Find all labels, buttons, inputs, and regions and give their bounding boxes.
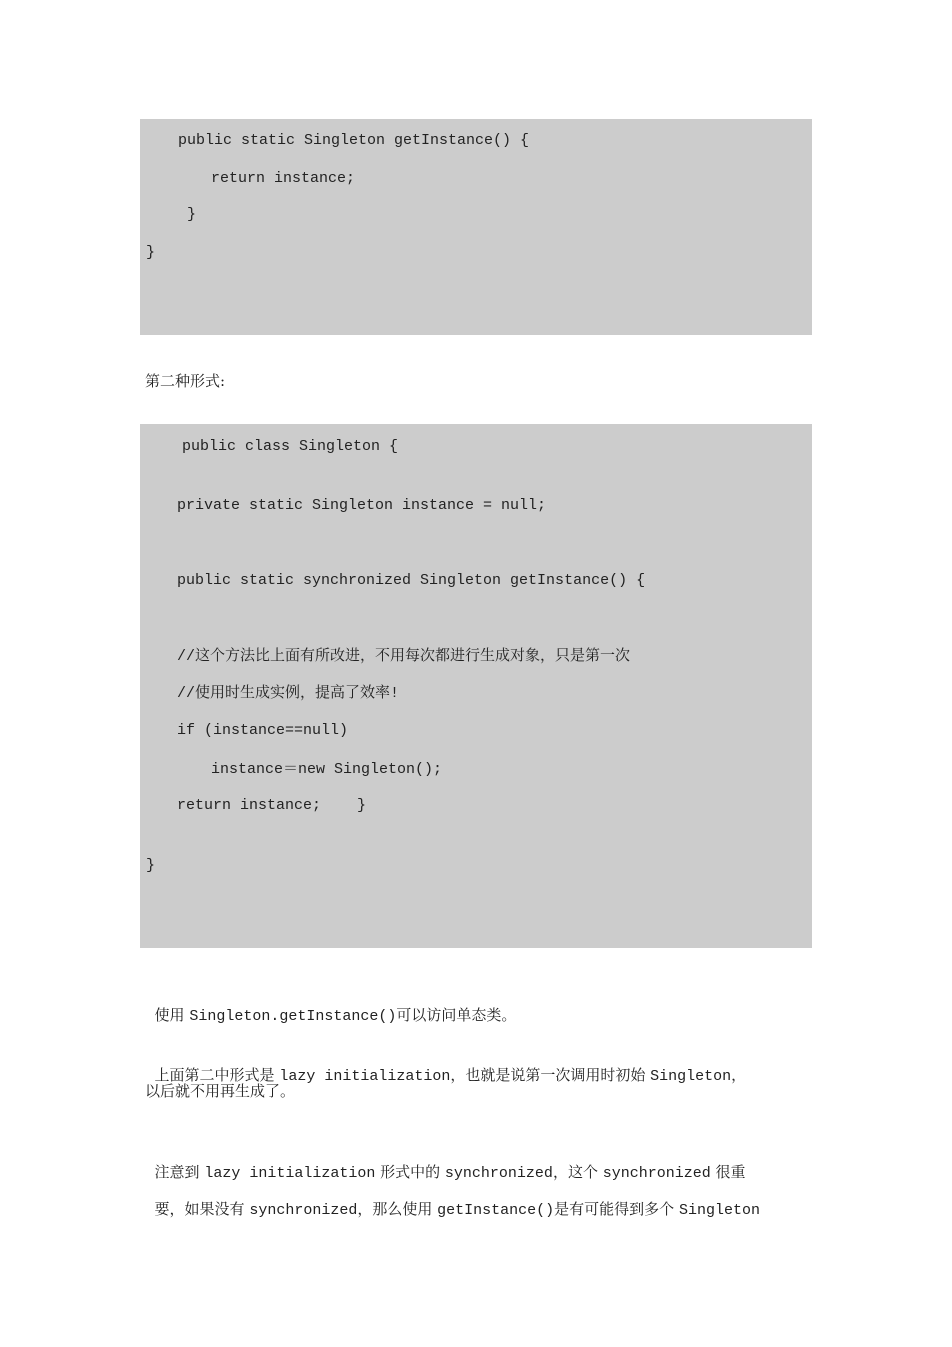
code-block-1 xyxy=(140,119,812,335)
paragraph-text: ，也就是说第一次调用时初始 xyxy=(450,1066,651,1084)
code-comment-line: //使用时生成实例，提高了效率! xyxy=(177,685,400,702)
inline-code: synchronized xyxy=(444,1165,553,1182)
code-line: public class Singleton { xyxy=(182,438,399,455)
paragraph-3-line-2 xyxy=(145,1179,760,1221)
inline-code: Singleton xyxy=(650,1068,732,1085)
paragraph-text: ， xyxy=(731,1066,747,1084)
paragraph-text: 可以访问单态类。 xyxy=(396,1006,517,1024)
paragraph-text: ，那么使用 xyxy=(357,1200,438,1218)
inline-code: Singleton.getInstance() xyxy=(189,1008,397,1025)
paragraph-text: ，这个 xyxy=(552,1163,603,1181)
code-line: public static synchronized Singleton getInstance() { xyxy=(177,572,646,589)
paragraph-text: 使用 xyxy=(154,1006,190,1024)
paragraph-text: 要，如果没有 xyxy=(154,1200,250,1218)
code-line: } xyxy=(146,244,156,261)
code-line: } xyxy=(146,857,156,874)
code-comment-line: //这个方法比上面有所改进，不用每次都进行生成对象，只是第一次 xyxy=(177,648,631,665)
code-line: return instance; xyxy=(211,170,356,187)
code-line: instance＝new Singleton(); xyxy=(211,761,443,778)
paragraph-text: 是有可能得到多个 xyxy=(554,1200,679,1218)
inline-code: lazy initialization xyxy=(279,1068,451,1085)
paragraph-text: 形式中的 xyxy=(375,1163,445,1181)
paragraph-text: 很重 xyxy=(710,1163,746,1181)
code-line: } xyxy=(187,206,197,223)
inline-code: synchronized xyxy=(249,1202,358,1219)
code-line: public static Singleton getInstance() { xyxy=(178,132,530,149)
inline-code: synchronized xyxy=(602,1165,711,1182)
paragraph-1 xyxy=(145,985,516,1027)
inline-code: lazy initialization xyxy=(204,1165,376,1182)
paragraph-2-line-2: 以后就不用再生成了。 xyxy=(145,1082,296,1100)
inline-code: getInstance() xyxy=(437,1202,555,1219)
code-line: if (instance==null) xyxy=(177,722,349,739)
inline-code: Singleton xyxy=(678,1202,760,1219)
paragraph-3-line-1 xyxy=(145,1142,746,1184)
paragraph-text: 上面第二中形式是 xyxy=(154,1066,280,1084)
code-line: return instance; } xyxy=(177,797,367,814)
paragraph-text: 注意到 xyxy=(154,1163,205,1181)
code-line: private static Singleton instance = null; xyxy=(177,497,547,514)
section-heading: 第二种形式: xyxy=(145,372,226,390)
code-block-2 xyxy=(140,424,812,948)
